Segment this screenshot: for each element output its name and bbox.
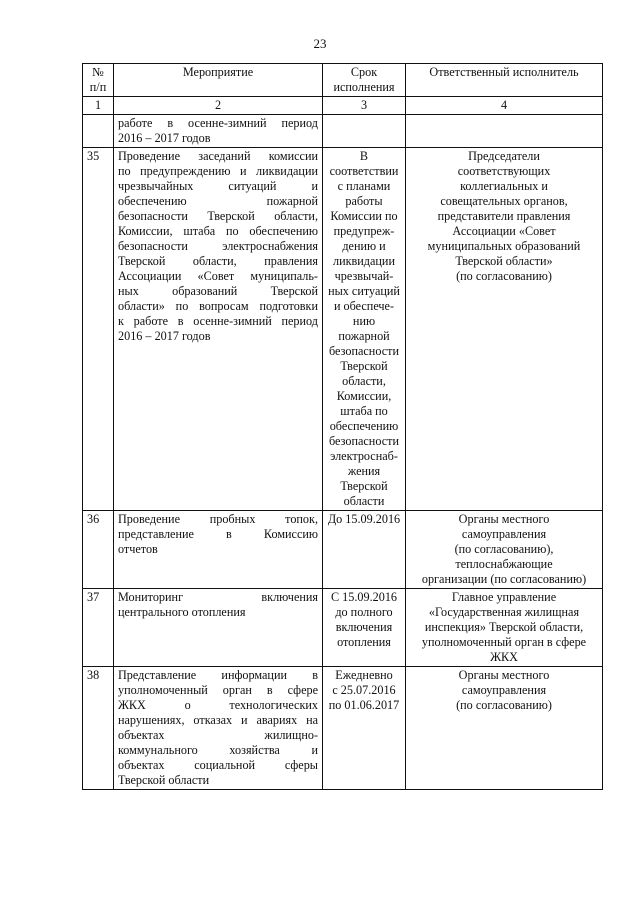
column-index: 4 [406, 97, 603, 115]
cell-line: (по согласованию), [454, 542, 554, 556]
cell-line: включения [335, 620, 393, 634]
cell-line: Проведение заседаний комиссии [118, 149, 318, 163]
cell-line: безопасности электроснабжения [118, 239, 318, 253]
header-row [83, 64, 603, 97]
cell-line: исполнения [333, 80, 395, 94]
responsible-cell [406, 115, 603, 148]
cell-line: ных образований Тверской [118, 284, 318, 298]
table-row [83, 115, 603, 148]
event-cell [114, 511, 323, 589]
cell-line: коммунального хозяйства и [118, 743, 318, 757]
cell-line: объектах социальной сферы [118, 758, 318, 772]
event-cell [114, 115, 323, 148]
cell-line: области, [342, 374, 386, 388]
cell-line: Ассоциации «Совет [452, 224, 556, 238]
cell-line: предупреж- [333, 224, 395, 238]
column-index-row [83, 97, 603, 115]
cell-line: Срок [350, 65, 378, 79]
cell-line: области [343, 494, 385, 508]
page-number: 23 [313, 36, 327, 51]
row-number-cell: 37 [83, 589, 114, 667]
cell-line: и обеспече- [333, 299, 395, 313]
cell-line: Тверской [340, 359, 388, 373]
row-number-cell: 38 [83, 667, 114, 790]
table-row [83, 511, 603, 589]
cell-line: Органы местного [458, 668, 550, 682]
cell-line: 2016 – 2017 годов [118, 131, 211, 145]
cell-line: с 25.07.2016 [332, 683, 396, 697]
cell-line: ЖКХ [490, 650, 518, 664]
cell-line: нию [352, 314, 376, 328]
cell-line: Комиссии, [336, 389, 392, 403]
cell-line: уполномоченный орган в сфере [118, 683, 318, 697]
cell-line: Тверской области» [455, 254, 553, 268]
cell-line: области» по вопросам подготовки [118, 299, 318, 313]
term-cell [323, 115, 406, 148]
events-table [82, 63, 603, 790]
cell-line: обеспечению пожарной [118, 194, 318, 208]
cell-line: Ежедневно [335, 668, 393, 682]
cell-line: 2016 – 2017 годов [118, 329, 211, 343]
cell-line: представление в Комиссию [118, 527, 318, 541]
cell-line: (по согласованию) [456, 698, 552, 712]
cell-line: Главное управление [451, 590, 557, 604]
cell-line: Тверской области [118, 773, 210, 787]
cell-line: Мероприятие [182, 65, 254, 79]
cell-line: п/п [89, 80, 107, 94]
responsible-cell [406, 511, 603, 589]
column-index: 3 [323, 97, 406, 115]
responsible-cell [406, 148, 603, 511]
cell-line: безопасности Тверской области, [118, 209, 318, 223]
cell-line: отчетов [118, 542, 158, 556]
header-num [83, 64, 114, 97]
cell-line: В [359, 149, 369, 163]
header-term [323, 64, 406, 97]
cell-line: жения [347, 464, 381, 478]
responsible-cell [406, 667, 603, 790]
table-row [83, 589, 603, 667]
cell-line: Мониторинг включения [118, 590, 318, 604]
cell-line: чрезвычай- [334, 269, 394, 283]
cell-line: отопления [337, 635, 391, 649]
cell-line: безопасности [329, 344, 399, 358]
header-event [114, 64, 323, 97]
cell-line: Проведение пробных топок, [118, 512, 318, 526]
cell-line: ЖКХ о технологических [118, 698, 318, 712]
term-cell [323, 511, 406, 589]
cell-line: № [92, 65, 104, 79]
row-number-cell [83, 115, 114, 148]
cell-line: представители правления [437, 209, 571, 223]
table-row [83, 148, 603, 511]
event-cell [114, 589, 323, 667]
cell-line: организации (по согласованию) [421, 572, 587, 586]
cell-line: до полного [335, 605, 393, 619]
cell-line: Представление информации в [118, 668, 318, 682]
cell-line: уполномоченный орган в сфере [421, 635, 587, 649]
column-index: 2 [114, 97, 323, 115]
cell-line: пожарной [338, 329, 390, 343]
term-cell [323, 589, 406, 667]
cell-line: ликвидации [333, 254, 395, 268]
cell-line: к работе в осенне-зимний период [118, 314, 318, 328]
cell-line: самоуправления [461, 527, 547, 541]
cell-line: Тверской [340, 479, 388, 493]
header-responsible [406, 64, 603, 97]
cell-line: ных ситуаций [328, 284, 400, 298]
cell-line: дению и [342, 239, 386, 253]
cell-line: работе в осенне-зимний период [118, 116, 318, 130]
cell-line: с планами [337, 179, 391, 193]
table-row [83, 667, 603, 790]
event-cell [114, 667, 323, 790]
row-number-cell: 35 [83, 148, 114, 511]
cell-line: Органы местного [458, 512, 550, 526]
cell-line: самоуправления [461, 683, 547, 697]
cell-line: Ответственный исполнитель [429, 65, 579, 79]
cell-line: Председатели [468, 149, 540, 163]
responsible-cell [406, 589, 603, 667]
cell-line: обеспечению [329, 419, 399, 433]
cell-line: «Государственная жилищная [428, 605, 580, 619]
cell-line: соответствующих [457, 164, 551, 178]
cell-line: центрального отопления [118, 605, 246, 619]
cell-line: Комиссии, штаба по обеспечению [118, 224, 318, 238]
cell-line: электроснаб- [330, 449, 398, 463]
cell-line: До 15.09.2016 [327, 512, 401, 526]
cell-line: работы [345, 194, 383, 208]
cell-line: объектах жилищно- [118, 728, 318, 742]
cell-line: безопасности [329, 434, 399, 448]
cell-line: по предупреждению и ликвидации [118, 164, 318, 178]
term-cell [323, 148, 406, 511]
cell-line: штаба по [340, 404, 388, 418]
cell-line: совещательных органов, [440, 194, 568, 208]
cell-line: нарушениях, отказах и авариях на [118, 713, 318, 727]
event-cell [114, 148, 323, 511]
term-cell [323, 667, 406, 790]
cell-line: соответствии [329, 164, 399, 178]
cell-line: чрезвычайных ситуаций и [118, 179, 318, 193]
column-index: 1 [83, 97, 114, 115]
cell-line: муниципальных образований [427, 239, 581, 253]
cell-line: теплоснабжающие [455, 557, 553, 571]
row-number-cell: 36 [83, 511, 114, 589]
cell-line: Ассоциации «Совет муниципаль- [118, 269, 318, 283]
cell-line: коллегиальных и [460, 179, 548, 193]
cell-line: по 01.06.2017 [328, 698, 400, 712]
cell-line: С 15.09.2016 [330, 590, 398, 604]
cell-line: (по согласованию) [456, 269, 552, 283]
cell-line: Тверской области, правления [118, 254, 318, 268]
cell-line: инспекция» Тверской области, [424, 620, 584, 634]
cell-line: Комиссии по [330, 209, 398, 223]
